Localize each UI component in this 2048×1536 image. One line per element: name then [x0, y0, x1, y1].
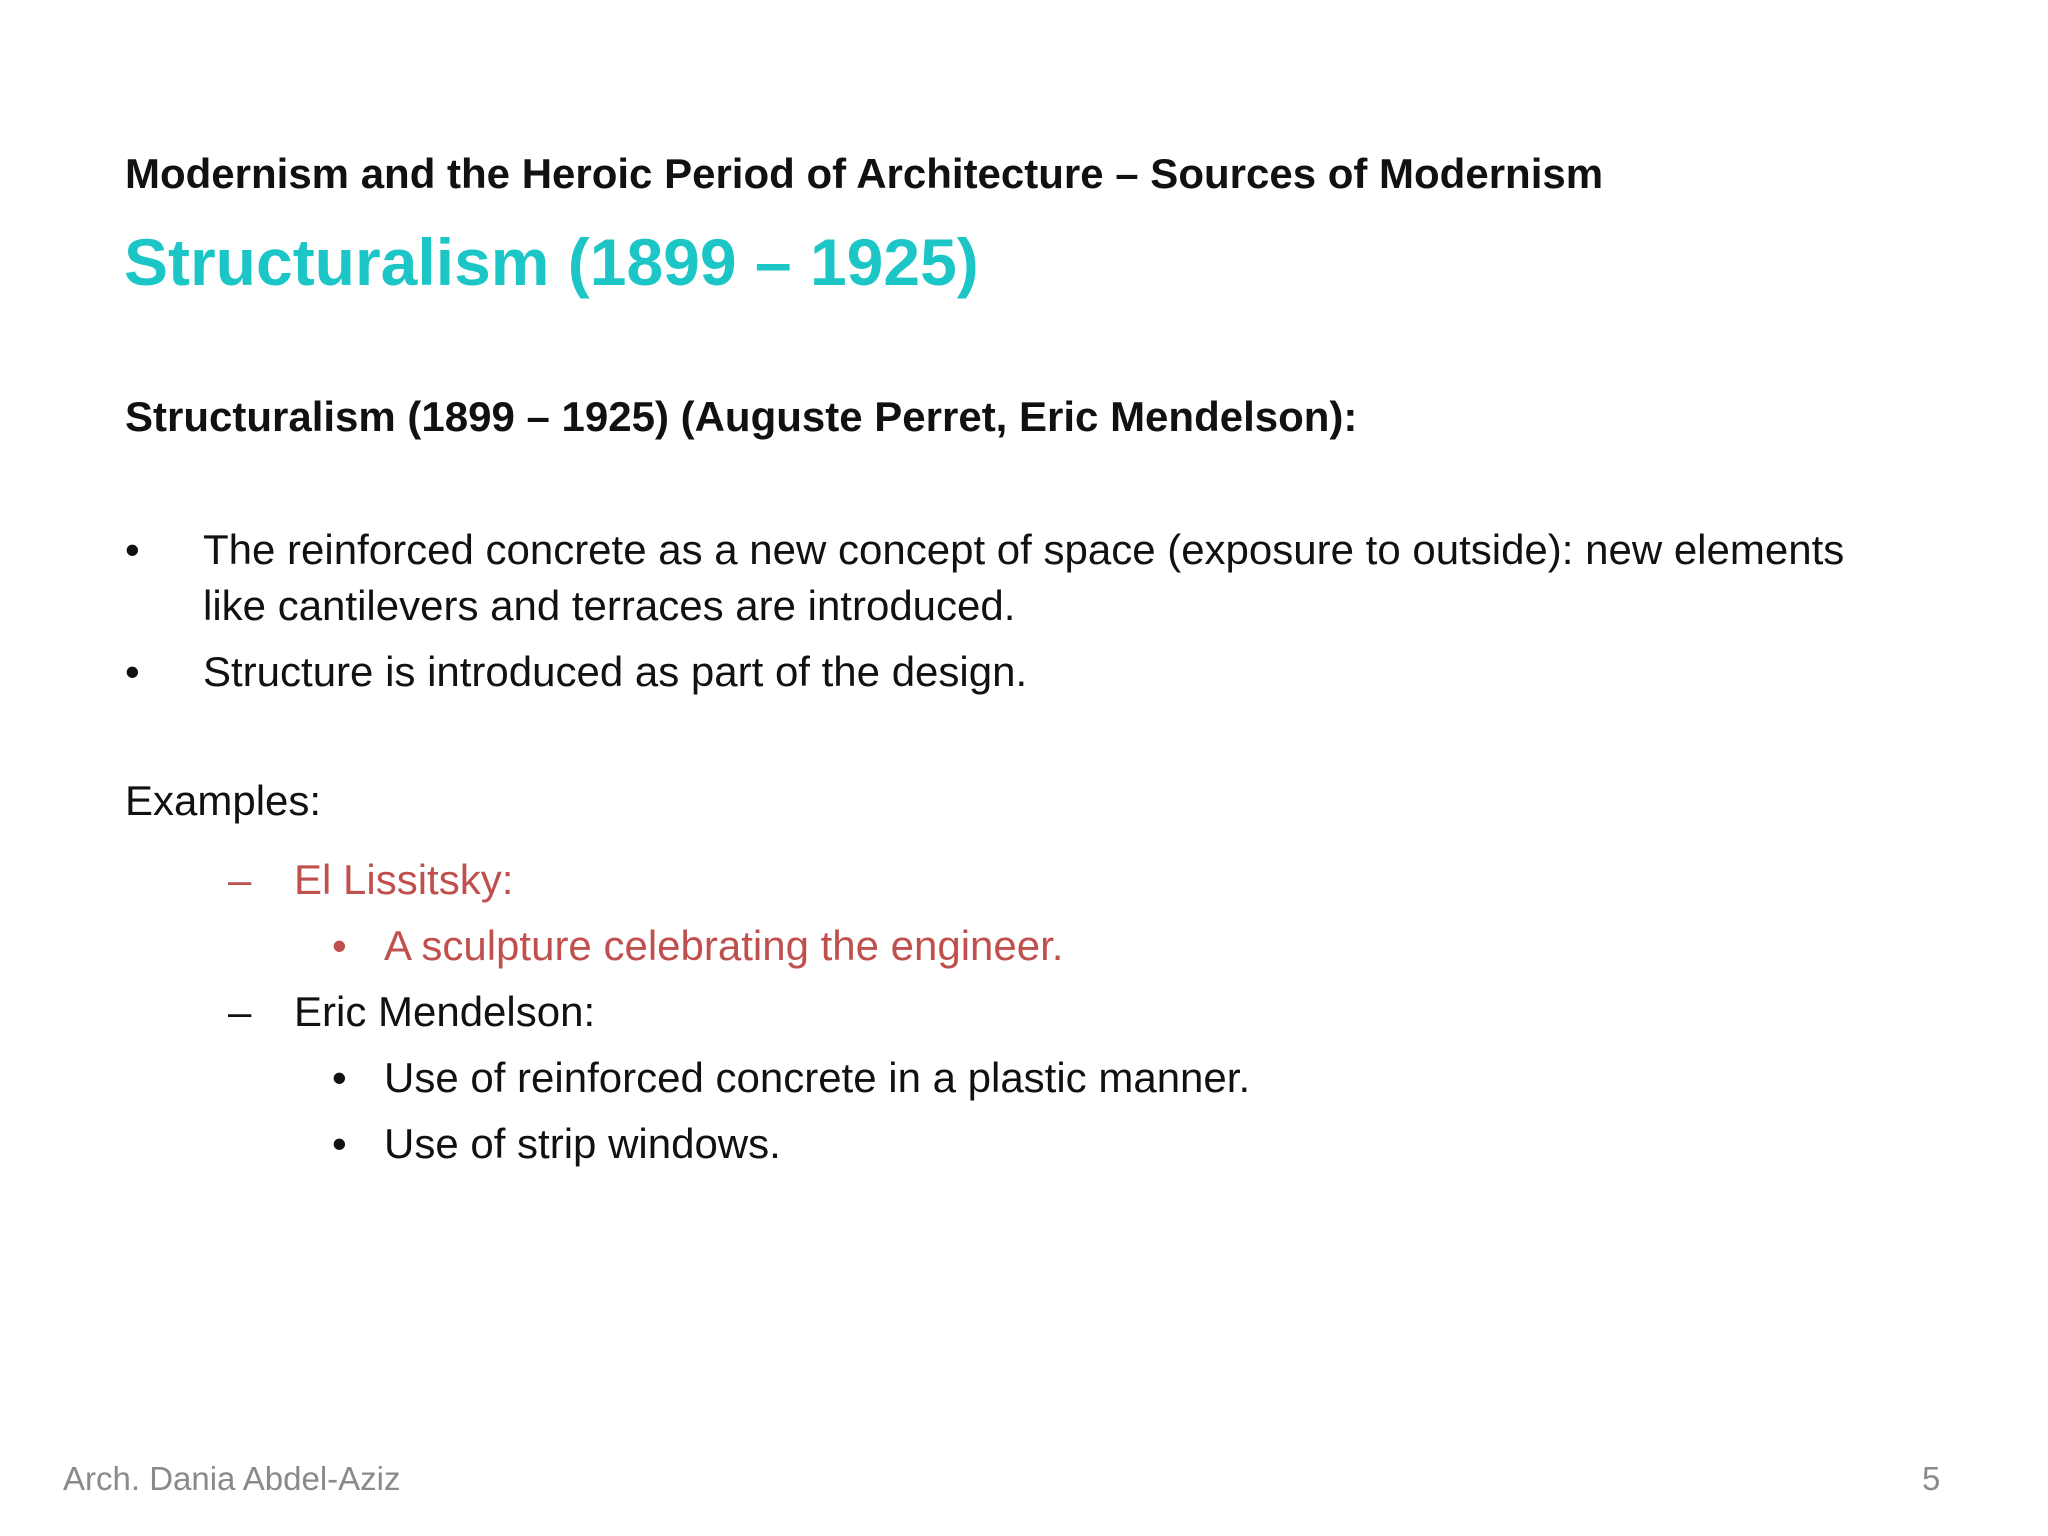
- bullet-marker: •: [332, 1054, 347, 1101]
- dash-marker: –: [228, 988, 252, 1035]
- page-title: Structuralism (1899 – 1925): [124, 225, 979, 299]
- bullet-text: Structure is introduced as part of the design.: [203, 648, 1028, 695]
- examples-label: Examples:: [125, 777, 322, 824]
- bullet-marker: •: [125, 648, 140, 695]
- bullet-marker: •: [332, 922, 347, 969]
- example-point-text: Use of reinforced concrete in a plastic manner.: [384, 1054, 1251, 1101]
- bullet-marker: •: [125, 526, 140, 573]
- example-point-text: Use of strip windows.: [384, 1120, 781, 1167]
- page-number: 5: [1922, 1460, 1941, 1497]
- bullet-text: The reinforced concrete as a new concept of space (exposure to outside): new elements like cantilevers and terraces are introduced.: [203, 526, 1845, 629]
- example-point-text: A sculpture celebrating the engineer.: [384, 922, 1064, 969]
- section-heading: Structuralism (1899 – 1925) (Auguste Perret, Eric Mendelson):: [125, 393, 1358, 440]
- bullet-list: [125, 522, 1885, 710]
- bullet-marker: •: [332, 1120, 347, 1167]
- footer-author: Arch. Dania Abdel-Aziz: [63, 1460, 401, 1497]
- header-title: Modernism and the Heroic Period of Architecture – Sources of Modernism: [125, 150, 1604, 197]
- example-name: Eric Mendelson:: [294, 988, 596, 1035]
- example-name: El Lissitsky:: [294, 856, 514, 903]
- bullet-item: [125, 644, 1885, 700]
- dash-marker: –: [228, 856, 252, 903]
- bullet-item: [125, 522, 1885, 634]
